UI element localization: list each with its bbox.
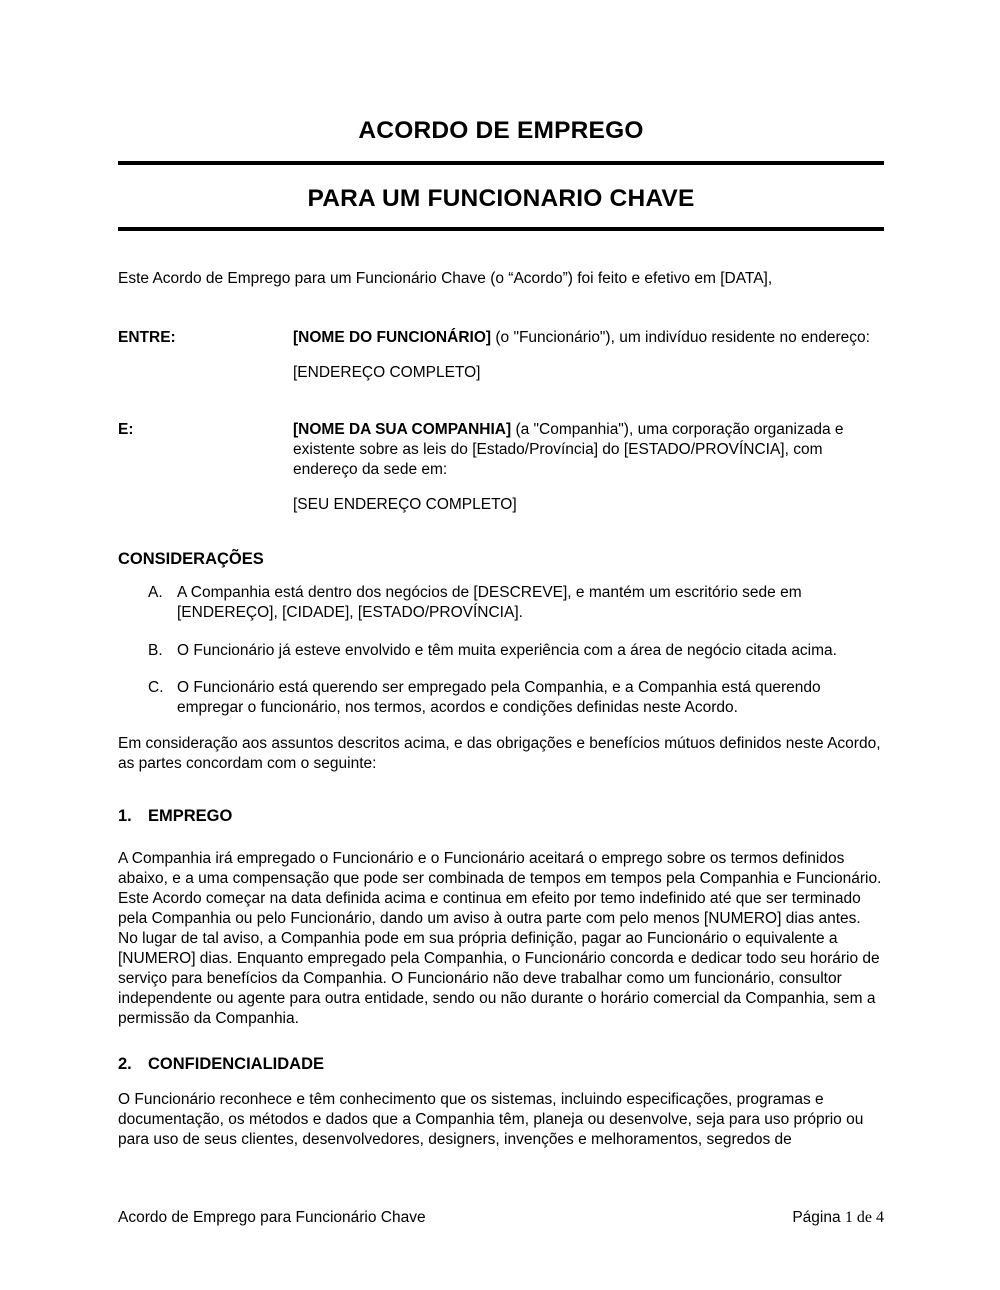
consideration-marker-a: A. bbox=[148, 584, 163, 601]
consideration-item-b bbox=[118, 641, 884, 661]
considerations-heading: CONSIDERAÇÕES bbox=[118, 550, 264, 568]
footer-page-label: Página bbox=[792, 1209, 841, 1226]
intro-paragraph: Este Acordo de Emprego para um Funcionário Chave (o “Acordo”) foi feito e efetivo em [DATA], bbox=[118, 270, 773, 287]
document-content bbox=[118, 0, 884, 1150]
party-description-company bbox=[293, 420, 884, 480]
section-2-number: 2. bbox=[118, 1055, 132, 1073]
section-2-title: CONFIDENCIALIDADE bbox=[148, 1055, 324, 1073]
party-label-e: E: bbox=[118, 421, 134, 438]
consideration-item-a bbox=[118, 583, 884, 623]
title-divider-top bbox=[118, 161, 884, 165]
section-2-heading bbox=[118, 1054, 884, 1074]
section-1-body: A Companhia irá empregado o Funcionário e o Funcionário aceitará o emprego sobre os termos definidos abaixo, e a uma compensação que pode ser combinada de tempos em tempos pela Companhia e Funcionário. Este Acordo começar na data definida acima e continua em efeito por temo indefinido até que ser terminado pela Companhia ou pelo Funcionário, dando um aviso à outra parte com pelo menos [NUMERO] dias antes. No lugar de tal aviso, a Companhia pode em sua própria definição, pagar ao Funcionário o equivalente a [NUMERO] dias. Enquanto empregado pela Companhia, o Funcionário concorda e dedicar todo seu horário de serviço para benefícios da Companhia. O Funcionário não deve trabalhar como um funcionário, consultor independente ou agente para outra entidade, sendo ou não durante o horário comercial da Companhia, sem a permissão da Companhia. bbox=[118, 850, 882, 1027]
document-title-line1: ACORDO DE EMPREGO bbox=[358, 117, 644, 144]
footer-page-info: 1 de 4 bbox=[844, 1209, 884, 1226]
section-1-number: 1. bbox=[118, 807, 132, 825]
party-body-employee bbox=[293, 328, 884, 383]
page-footer bbox=[118, 1208, 884, 1228]
consideration-item-c bbox=[118, 678, 884, 718]
section-1-heading bbox=[118, 806, 884, 826]
consideration-marker-c: C. bbox=[148, 679, 164, 696]
company-address-placeholder: [SEU ENDEREÇO COMPLETO] bbox=[293, 496, 517, 513]
company-name-placeholder: [NOME DA SUA COMPANHIA] bbox=[293, 421, 512, 438]
employee-name-placeholder: [NOME DO FUNCIONÁRIO] bbox=[293, 329, 492, 346]
consideration-text-a: A Companhia está dentro dos negócios de [DESCREVE], e mantém um escritório sede em [ENDEREÇO], [CIDADE], [ESTADO/PROVÍNCIA]. bbox=[177, 584, 802, 621]
document-title-line2: PARA UM FUNCIONARIO CHAVE bbox=[307, 185, 695, 212]
party-label-entre: ENTRE: bbox=[118, 329, 176, 346]
party-block-company bbox=[118, 420, 884, 515]
party-description-company-rest: (a "Companhia"), uma corporação organizada e existente sobre as leis do [Estado/Província] do [ESTADO/PROVÍNCIA], com endereço da sede em: bbox=[293, 421, 844, 478]
party-body-company bbox=[293, 420, 884, 515]
party-description-employee-rest: (o "Funcionário"), um indivíduo residente no endereço: bbox=[491, 329, 870, 346]
consideration-marker-b: B. bbox=[148, 642, 163, 659]
footer-document-title: Acordo de Emprego para Funcionário Chave bbox=[118, 1209, 426, 1226]
consideration-text-b: O Funcionário já esteve envolvido e têm muita experiência com a área de negócio citada acima. bbox=[177, 642, 837, 659]
employee-address-placeholder: [ENDEREÇO COMPLETO] bbox=[293, 364, 481, 381]
title-divider-bottom bbox=[118, 227, 884, 231]
party-block-employee bbox=[118, 328, 884, 383]
party-description-employee bbox=[293, 328, 884, 348]
section-1-title: EMPREGO bbox=[148, 807, 233, 825]
section-2-body: O Funcionário reconhece e têm conhecimento que os sistemas, incluindo especificações, programas e documentação, os métodos e dados que a Companhia têm, planeja ou desenvolve, seja para uso próprio ou para uso de seus clientes, desenvolvedores, designers, invenções e melhoramentos, segredos de bbox=[118, 1091, 864, 1148]
considerations-closing-paragraph: Em consideração aos assuntos descritos acima, e das obrigações e benefícios mútuos definidos neste Acordo, as partes concordam com o seguinte: bbox=[118, 735, 881, 772]
consideration-text-c: O Funcionário está querendo ser empregado pela Companhia, e a Companhia está querendo empregar o funcionário, nos termos, acordos e condições definidas neste Acordo. bbox=[177, 679, 821, 716]
footer-page-number bbox=[792, 1208, 884, 1228]
